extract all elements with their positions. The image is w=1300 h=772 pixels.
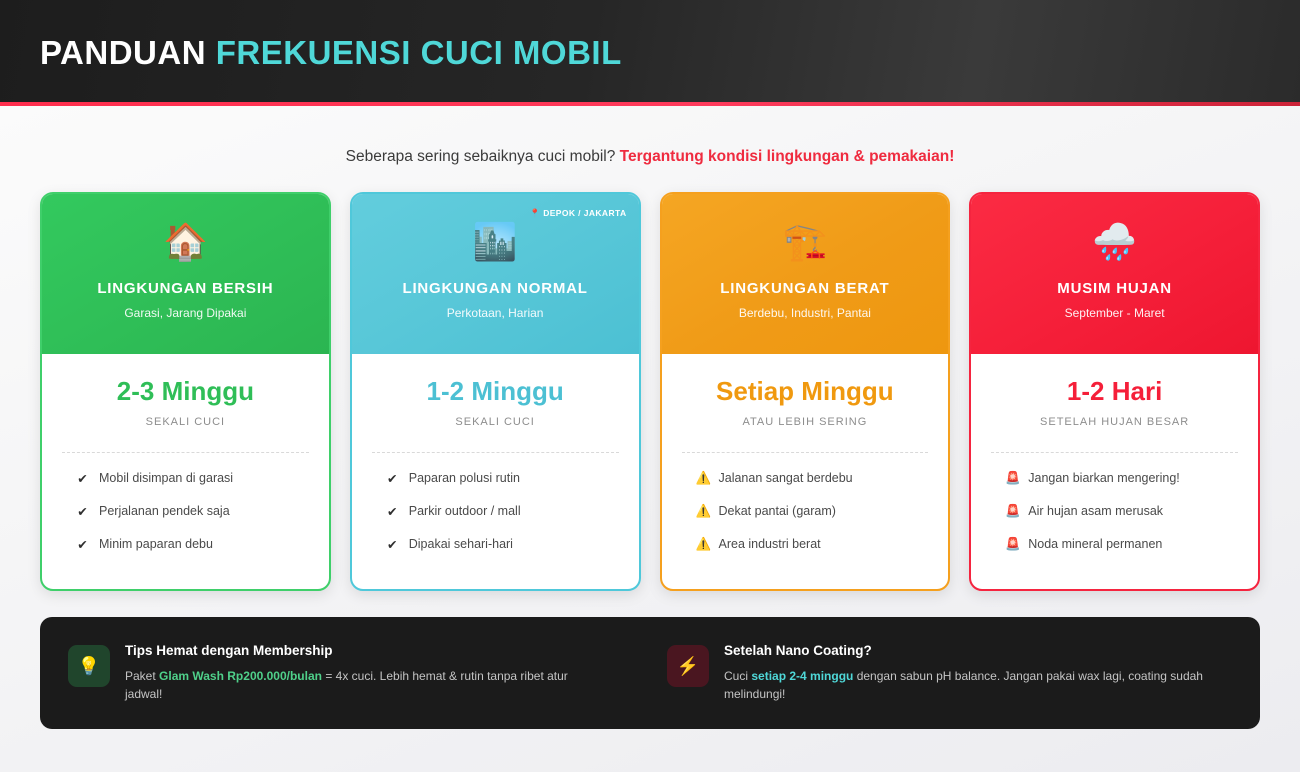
tip-text-highlight: setiap 2-4 minggu	[751, 669, 854, 683]
card-header	[352, 194, 639, 354]
page-body	[0, 106, 1300, 772]
list-item	[386, 504, 619, 519]
subtitle-text: Seberapa sering sebaiknya cuci mobil?	[345, 148, 620, 165]
list-item-label: Dipakai sehari-hari	[408, 537, 513, 551]
list-item-label: Perjalanan pendek saja	[99, 504, 230, 518]
subtitle-highlight: Tergantung kondisi lingkungan & pemakaian!	[619, 148, 955, 165]
card-body	[971, 354, 1258, 589]
list-item-label: Parkir outdoor / mall	[408, 504, 521, 518]
feature-list	[372, 471, 619, 570]
location-badge: 📍 DEPOK / JAKARTA	[529, 208, 627, 218]
tip-text	[724, 667, 1204, 703]
house-icon: 🏠	[162, 221, 208, 262]
tip-membership	[68, 643, 643, 703]
list-item	[1005, 471, 1238, 486]
list-item-label: Jalanan sangat berdebu	[718, 471, 853, 485]
list-item	[386, 537, 619, 552]
card-subtitle: Garasi, Jarang Dipakai	[124, 306, 247, 320]
feature-list	[62, 471, 309, 570]
tip-text-post: = 4x cuci. Lebih hemat & rutin tanpa ribet atur jadwal!	[125, 669, 568, 701]
frequency-value: 2-3 Minggu	[116, 376, 254, 406]
list-item	[386, 471, 619, 486]
divider	[991, 452, 1238, 453]
check-icon: ✔	[77, 472, 88, 486]
list-item	[696, 537, 929, 552]
card-lingkungan-bersih[interactable]	[40, 192, 331, 591]
tip-text-pre: Paket	[125, 669, 160, 683]
list-item-label: Area industri berat	[718, 537, 821, 551]
list-item	[76, 471, 309, 486]
feature-list	[682, 471, 929, 570]
tip-nano-coating	[667, 643, 1232, 703]
list-item	[696, 504, 929, 519]
page-title-accent: FREKUENSI CUCI MOBIL	[215, 34, 622, 71]
page-title-main: PANDUAN	[40, 34, 216, 71]
card-musim-hujan[interactable]	[969, 192, 1260, 591]
list-item-label: Air hujan asam merusak	[1028, 504, 1164, 518]
divider	[682, 452, 929, 453]
lightbulb-icon: 💡	[68, 645, 110, 687]
tips-bar	[40, 617, 1260, 729]
tip-text-highlight: Glam Wash Rp200.000/bulan	[159, 669, 322, 683]
check-icon: ✔	[77, 538, 88, 552]
feature-list	[991, 471, 1238, 570]
card-header	[971, 194, 1258, 354]
card-title: LINGKUNGAN BERAT	[720, 280, 890, 297]
list-item	[76, 504, 309, 519]
warning-icon: ⚠️	[695, 537, 712, 551]
list-item-label: Dekat pantai (garam)	[718, 504, 836, 518]
list-item	[696, 471, 929, 486]
card-subtitle: Berdebu, Industri, Pantai	[738, 306, 871, 320]
card-body	[42, 354, 329, 589]
tip-text-post: dengan sabun pH balance. Jangan pakai wax lagi, coating sudah melindungi!	[724, 669, 1203, 701]
card-body	[352, 354, 639, 589]
page-header	[0, 0, 1300, 106]
tip-text-pre: Cuci	[724, 669, 752, 683]
frequency-caption: ATAU LEBIH SERING	[742, 416, 868, 428]
cityscape-icon: 🏙️	[472, 221, 518, 262]
frequency-value: 1-2 Minggu	[426, 376, 564, 406]
frequency-caption: SEKALI CUCI	[145, 416, 226, 428]
siren-icon: 🚨	[1005, 504, 1021, 518]
list-item	[76, 537, 309, 552]
cards-row	[40, 192, 1260, 591]
check-icon: ✔	[77, 505, 88, 519]
card-subtitle: September - Maret	[1064, 306, 1165, 320]
check-icon: ✔	[387, 538, 398, 552]
construction-icon: 🏗️	[782, 221, 828, 262]
list-item-label: Mobil disimpan di garasi	[99, 471, 234, 485]
siren-icon: 🚨	[1005, 471, 1021, 485]
list-item	[1005, 537, 1238, 552]
warning-icon: ⚠️	[695, 504, 712, 518]
check-icon: ✔	[387, 505, 398, 519]
frequency-value: Setiap Minggu	[716, 376, 894, 406]
card-title: MUSIM HUJAN	[1057, 280, 1172, 297]
page-title	[40, 34, 622, 72]
card-body	[662, 354, 949, 589]
warning-icon: ⚠️	[695, 471, 712, 485]
tip-title: Setelah Nano Coating?	[724, 643, 872, 658]
list-item-label: Noda mineral permanen	[1028, 537, 1163, 551]
list-item-label: Paparan polusi rutin	[408, 471, 520, 485]
subtitle	[40, 106, 1260, 166]
card-subtitle: Perkotaan, Harian	[446, 306, 544, 320]
siren-icon: 🚨	[1005, 537, 1021, 551]
rain-cloud-icon: 🌧️	[1092, 221, 1138, 262]
card-title: LINGKUNGAN NORMAL	[402, 280, 588, 297]
card-lingkungan-normal[interactable]	[350, 192, 641, 591]
divider	[372, 452, 619, 453]
tip-text	[125, 667, 605, 703]
divider	[62, 452, 309, 453]
lightning-bolt-icon: ⚡	[667, 645, 709, 687]
frequency-value: 1-2 Hari	[1066, 376, 1163, 406]
frequency-caption: SETELAH HUJAN BESAR	[1040, 416, 1190, 428]
tip-title: Tips Hemat dengan Membership	[125, 643, 333, 658]
check-icon: ✔	[387, 472, 398, 486]
list-item-label: Jangan biarkan mengering!	[1028, 471, 1180, 485]
card-header	[42, 194, 329, 354]
list-item	[1005, 504, 1238, 519]
frequency-caption: SEKALI CUCI	[455, 416, 535, 428]
list-item-label: Minim paparan debu	[99, 537, 213, 551]
card-title: LINGKUNGAN BERSIH	[97, 280, 274, 297]
card-lingkungan-berat[interactable]	[660, 192, 951, 591]
card-header	[662, 194, 949, 354]
